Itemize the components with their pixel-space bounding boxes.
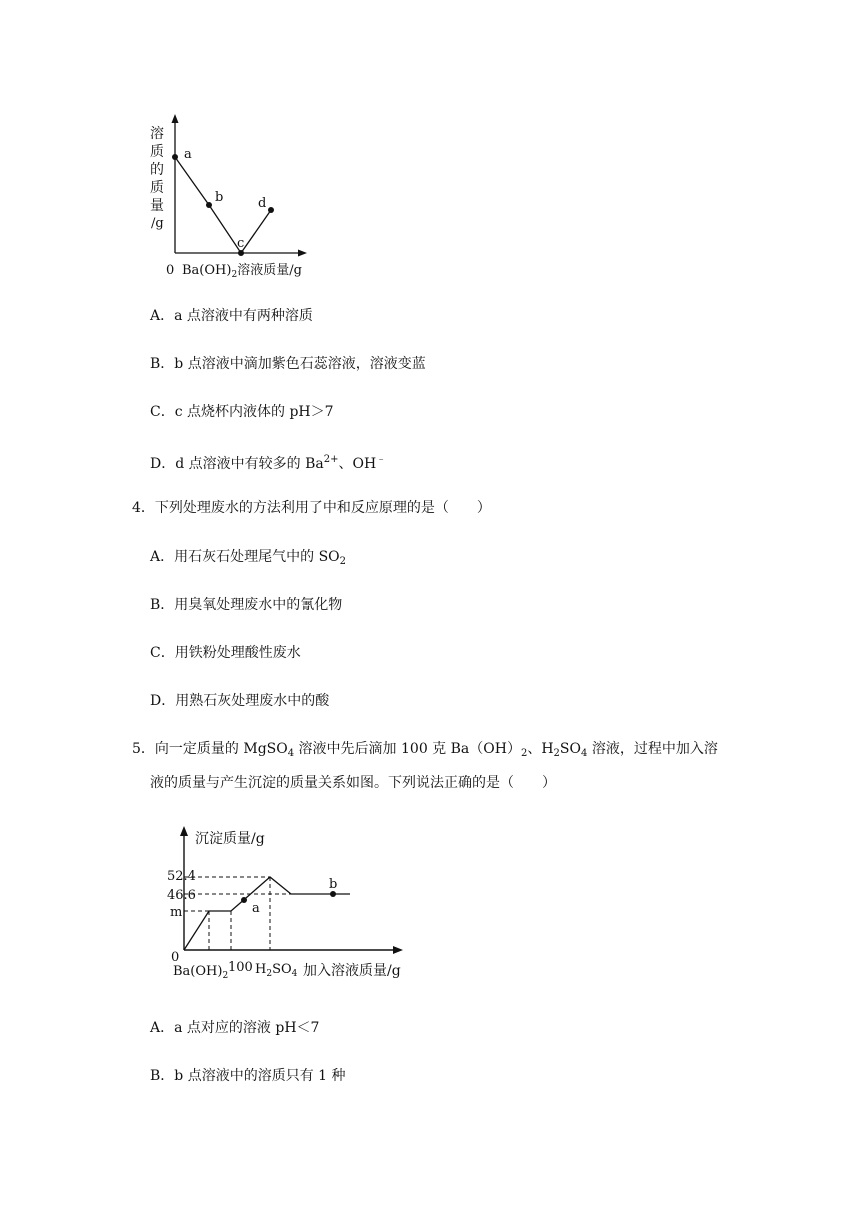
- option-letter: A．: [150, 549, 175, 565]
- x-axis-label: [182, 262, 302, 280]
- label-b: b: [329, 877, 338, 892]
- x-label-baoh2: [173, 964, 228, 981]
- option-letter: C．: [150, 404, 175, 420]
- label-c: c: [237, 236, 245, 251]
- y-tick-52-4: 52.4: [167, 869, 196, 884]
- label-a: a: [184, 147, 192, 162]
- y-label-char: /g: [151, 216, 164, 231]
- q4-option-a[interactable]: [150, 547, 346, 572]
- y-tick-m: m: [170, 905, 183, 920]
- stem-text: SO: [559, 741, 581, 757]
- x-label-base: Ba(OH): [182, 263, 232, 278]
- superscript: ﹣: [376, 454, 387, 465]
- option-letter: A．: [150, 1020, 175, 1036]
- x-label-h2so4: [255, 962, 298, 979]
- x-label-base: H: [255, 962, 267, 977]
- y-label-char: 的: [150, 162, 164, 178]
- option-letter: B．: [150, 1068, 175, 1084]
- q4-option-d[interactable]: [150, 691, 329, 711]
- q5-option-b[interactable]: [150, 1066, 346, 1086]
- subscript: 4: [581, 748, 588, 759]
- x-label-base: Ba(OH): [173, 964, 223, 979]
- stem-text: 溶液中先后滴加 100 克 Ba（OH）: [294, 741, 521, 757]
- superscript: 2+: [323, 454, 339, 465]
- q5-stem-line-1: [132, 739, 718, 764]
- x-label-mid: SO: [272, 962, 292, 977]
- y-axis-label: 沉淀质量/g: [195, 831, 265, 847]
- option-text: b 点溶液中滴加紫色石蕊溶液，溶液变蓝: [174, 356, 426, 372]
- option-text: 用熟石灰处理废水中的酸: [175, 693, 330, 709]
- graph-2: [160, 818, 420, 988]
- guide-lines: [184, 877, 297, 950]
- x-label-sub: 2: [231, 270, 238, 280]
- y-label-char: 质: [150, 180, 164, 196]
- option-text: 用铁粉处理酸性废水: [174, 645, 301, 661]
- subscript: 4: [287, 748, 295, 759]
- option-text: 用臭氧处理废水中的氰化物: [174, 597, 343, 613]
- stem-text: 、H: [527, 741, 554, 757]
- q3-option-d[interactable]: [150, 450, 386, 474]
- option-text: 用石灰石处理尾气中的 SO: [174, 549, 340, 565]
- point-a: [172, 154, 178, 160]
- label-b: b: [215, 190, 224, 205]
- q3-option-a[interactable]: [150, 306, 313, 326]
- label-d: d: [258, 196, 267, 211]
- stem-text: 5．向一定质量的 MgSO: [132, 741, 288, 757]
- subscript: 2: [520, 748, 528, 759]
- point-d: [268, 207, 274, 213]
- curve: [175, 157, 271, 253]
- stem-text: 溶液，过程中加入溶: [587, 741, 718, 757]
- x-label-rest: 溶液质量/g: [237, 263, 302, 278]
- q5-stem-line-2: 液的质量与产生沉淀的质量关系如图。下列说法正确的是（ ）: [150, 775, 556, 791]
- origin-label: 0: [171, 950, 180, 965]
- y-label-char: 量: [150, 198, 164, 214]
- option-letter: B．: [150, 356, 175, 372]
- option-letter: D．: [150, 693, 176, 709]
- graph-1-y-label: [150, 125, 164, 231]
- option-text: a 点溶液中有两种溶质: [174, 308, 313, 324]
- q4-option-b[interactable]: [150, 595, 342, 615]
- option-text: b 点溶液中的溶质只有 1 种: [174, 1068, 346, 1084]
- y-tick-46-6: 46.6: [167, 888, 196, 903]
- q4-option-c[interactable]: [150, 643, 301, 663]
- option-letter: B．: [150, 597, 175, 613]
- q3-option-c[interactable]: [150, 402, 334, 422]
- option-text: c 点烧杯内液体的 pH＞7: [174, 404, 334, 420]
- x-axis-arrow: [298, 250, 307, 257]
- option-letter: A．: [150, 308, 175, 324]
- option-text: 、OH: [338, 456, 377, 472]
- y-label-char: 溶: [150, 126, 164, 142]
- x-axis-label: 加入溶液质量/g: [303, 963, 401, 979]
- option-text: a 点对应的溶液 pH＜7: [174, 1020, 320, 1036]
- origin-label: 0: [166, 263, 175, 278]
- x-label-sub: 2: [222, 971, 229, 981]
- x-axis-arrow: [393, 946, 403, 954]
- y-label-char: 质: [150, 144, 164, 160]
- x-label-sub: 2: [266, 969, 273, 979]
- subscript: 2: [339, 556, 347, 567]
- subscript: 2: [553, 748, 560, 759]
- option-letter: D．: [150, 456, 176, 472]
- x-label-100: 100: [228, 960, 253, 975]
- point-b: [206, 202, 212, 208]
- y-axis-arrow: [180, 826, 188, 836]
- x-label-sub: 4: [291, 969, 298, 979]
- option-letter: C．: [150, 645, 175, 661]
- q5-option-a[interactable]: [150, 1018, 319, 1038]
- graph-1: [140, 110, 360, 280]
- q3-option-b[interactable]: [150, 354, 426, 374]
- q4-stem: 4．下列处理废水的方法利用了中和反应原理的是（ ）: [132, 500, 491, 516]
- option-text: d 点溶液中有较多的 Ba: [175, 456, 324, 472]
- y-axis-arrow: [172, 114, 179, 123]
- label-a: a: [252, 901, 260, 916]
- point-a: [241, 897, 247, 903]
